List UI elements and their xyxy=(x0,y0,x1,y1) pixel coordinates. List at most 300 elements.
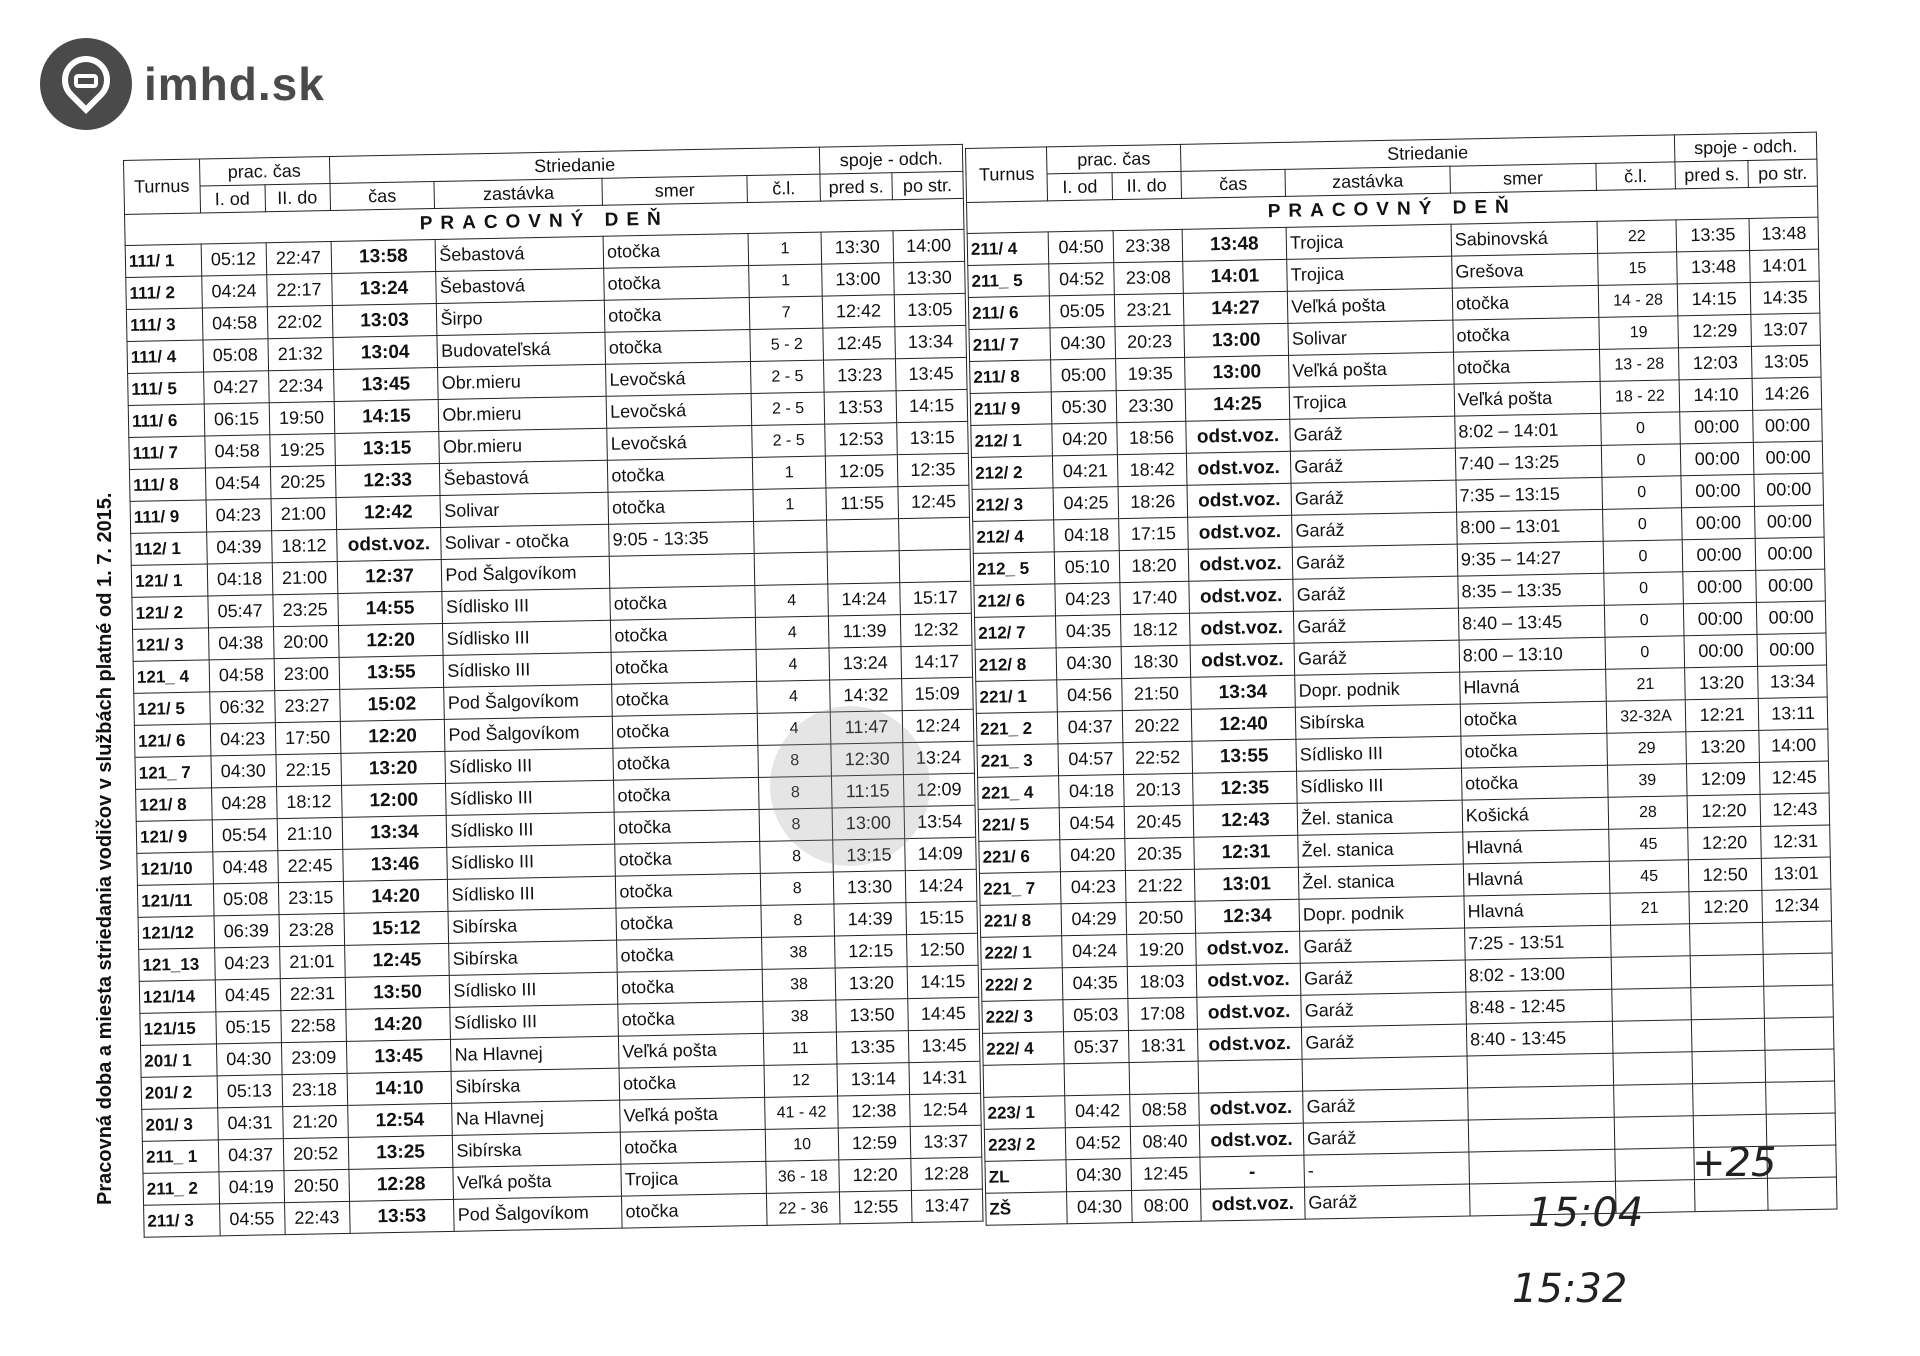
cell-po: 13:05 xyxy=(894,293,966,326)
cell-cl: 0 xyxy=(1604,572,1684,606)
header-od: I. od xyxy=(1047,173,1112,201)
cell-cas xyxy=(1198,1059,1303,1093)
handwritten-note: 15:04 xyxy=(1528,1190,1644,1236)
cell-cas: 13:01 xyxy=(1194,867,1299,901)
cell-cl: 0 xyxy=(1602,476,1682,510)
cell-turnus: 111/ 5 xyxy=(128,372,204,405)
cell-zastavka: Garáž xyxy=(1290,416,1455,451)
header-smer: smer xyxy=(602,176,747,206)
cell-smer: otočka xyxy=(608,489,753,524)
cell-zastavka: Šebastová xyxy=(435,236,603,271)
header-smer: smer xyxy=(1450,163,1596,193)
cell-pred: 14:24 xyxy=(828,583,900,616)
cell-pred: 12:20 xyxy=(1689,890,1763,923)
cell-smer: otočka xyxy=(619,1065,764,1100)
cell-zastavka: Sídlisko III xyxy=(443,652,611,687)
cell-po: 14:17 xyxy=(901,645,973,678)
cell-pred: 13:35 xyxy=(1676,218,1750,251)
cell-cas: 15:12 xyxy=(344,911,449,945)
cell-do: 18:20 xyxy=(1119,549,1188,582)
cell-cas: 13:04 xyxy=(332,335,437,369)
cell-turnus: 222/ 3 xyxy=(982,1000,1064,1034)
handwritten-note: +25 xyxy=(1692,1140,1777,1186)
cell-od: 04:37 xyxy=(1058,711,1123,744)
cell-turnus: 211_ 2 xyxy=(143,1172,219,1205)
cell-po: 00:00 xyxy=(1756,569,1825,602)
cell-cas: odst.voz. xyxy=(1195,931,1300,965)
cell-turnus: 111/ 1 xyxy=(125,244,201,277)
section-label: PRACOVNÝ DEŇ xyxy=(125,198,964,245)
cell-cas: 13:03 xyxy=(332,304,437,338)
cell-pred xyxy=(1690,922,1764,955)
cell-turnus: 221_ 7 xyxy=(979,872,1061,906)
cell-do: 18:42 xyxy=(1117,453,1186,486)
cell-zastavka: Garáž xyxy=(1292,512,1457,547)
cell-smer: 8:02 – 14:01 xyxy=(1455,413,1602,448)
cell-pred: 00:00 xyxy=(1684,602,1758,635)
cell-od xyxy=(1064,1063,1129,1096)
cell-turnus xyxy=(983,1064,1065,1098)
cell-smer: 9:05 - 13:35 xyxy=(609,521,754,556)
cell-cl: 8 xyxy=(760,840,834,873)
cell-zastavka: Sídlisko III xyxy=(448,876,616,911)
cell-po: 14:00 xyxy=(893,229,965,262)
cell-po: 15:17 xyxy=(899,581,971,614)
cell-do: 18:26 xyxy=(1118,485,1187,518)
cell-po: 13:15 xyxy=(896,421,968,454)
cell-cas: 12:34 xyxy=(1195,899,1300,933)
cell-smer: 7:40 – 13:25 xyxy=(1455,445,1602,480)
cell-cas: 13:25 xyxy=(348,1135,453,1169)
cell-cl: 7 xyxy=(749,296,823,329)
cell-smer: 8:35 – 13:35 xyxy=(1458,573,1605,608)
cell-cas: 14:10 xyxy=(347,1071,452,1105)
header-do: II. do xyxy=(1112,171,1181,199)
cell-zastavka: Žel. stanica xyxy=(1297,800,1462,835)
cell-po: 14:45 xyxy=(907,997,979,1030)
cell-cas: 14:01 xyxy=(1183,259,1288,293)
cell-smer: Veľká pošta xyxy=(619,1033,764,1068)
cell-od: 05:05 xyxy=(1050,295,1115,328)
cell-smer: otočka xyxy=(614,777,759,812)
header-pred: pred s. xyxy=(1675,160,1749,188)
cell-do: 12:45 xyxy=(1131,1157,1200,1190)
cell-cas: 12:33 xyxy=(335,463,440,497)
cell-cas: odst.voz. xyxy=(336,527,441,561)
header-po: po str. xyxy=(892,171,964,199)
cell-od: 04:18 xyxy=(207,563,273,596)
cell-turnus: 221/ 8 xyxy=(980,904,1062,938)
cell-do: 20:45 xyxy=(1124,805,1193,838)
cell-po: 13:34 xyxy=(894,325,966,358)
cell-cas: 12:45 xyxy=(344,943,449,977)
cell-do: 18:12 xyxy=(1120,613,1189,646)
cell-od: 04:55 xyxy=(219,1203,285,1236)
cell-turnus: 211/ 9 xyxy=(970,392,1052,426)
cell-turnus: 111/ 6 xyxy=(128,404,204,437)
cell-zastavka: Garáž xyxy=(1294,608,1459,643)
cell-do: 18:12 xyxy=(276,785,342,818)
cell-pred: 13:48 xyxy=(1677,250,1751,283)
cell-po: 12:50 xyxy=(906,933,978,966)
cell-turnus: 121/10 xyxy=(137,852,213,885)
cell-do: 17:40 xyxy=(1120,581,1189,614)
cell-cl: 4 xyxy=(755,584,829,617)
cell-od: 06:15 xyxy=(204,403,270,436)
header-pred: pred s. xyxy=(820,173,892,201)
cell-zastavka: Sídlisko III xyxy=(442,588,610,623)
cell-po: 12:34 xyxy=(1762,889,1831,922)
cell-od: 04:58 xyxy=(202,307,268,340)
cell-po xyxy=(1766,1113,1835,1146)
cell-zastavka: Sibírska xyxy=(448,908,616,943)
cell-turnus: 211/ 3 xyxy=(144,1204,220,1237)
cell-smer: otočka xyxy=(608,457,753,492)
cell-zastavka: Solivar - otočka xyxy=(441,524,609,559)
cell-zastavka: Trojica xyxy=(1289,384,1454,419)
cell-do: 22:58 xyxy=(280,1009,346,1042)
cell-smer: otočka xyxy=(605,329,750,364)
cell-smer: otočka xyxy=(617,937,762,972)
cell-cas: 13:48 xyxy=(1182,227,1287,261)
cell-turnus: 222/ 4 xyxy=(982,1032,1064,1066)
cell-cl: 11 xyxy=(763,1032,837,1065)
cell-turnus: 201/ 2 xyxy=(141,1076,217,1109)
handwritten-note: 15:32 xyxy=(1512,1266,1628,1312)
cell-zastavka: Na Hlavnej xyxy=(452,1100,620,1135)
cell-cl: 12 xyxy=(764,1064,838,1097)
cell-zastavka: Veľká pošta xyxy=(453,1164,621,1199)
cell-do: 23:15 xyxy=(278,881,344,914)
cell-zastavka: Garáž xyxy=(1293,576,1458,611)
cell-cas: 13:20 xyxy=(340,751,445,785)
cell-od: 04:20 xyxy=(1060,839,1125,872)
cell-turnus: 223/ 2 xyxy=(984,1128,1066,1162)
cell-cas: 12:20 xyxy=(338,623,443,657)
cell-od: 04:30 xyxy=(1050,327,1115,360)
header-striedanie: Striedanie xyxy=(329,147,820,183)
cell-od: 04:23 xyxy=(206,499,272,532)
cell-od: 04:52 xyxy=(1066,1127,1131,1160)
cell-smer: Veľká pošta xyxy=(620,1097,765,1132)
cell-turnus: ZŠ xyxy=(986,1192,1068,1226)
cell-cas: 13:55 xyxy=(339,655,444,689)
cell-zastavka: Garáž xyxy=(1290,448,1455,483)
cell-zastavka: Trojica xyxy=(1286,224,1451,259)
cell-od: 04:39 xyxy=(206,531,272,564)
cell-cas: odst.voz. xyxy=(1188,547,1293,581)
cell-do: 20:52 xyxy=(283,1137,349,1170)
cell-od: 04:54 xyxy=(205,467,271,500)
cell-smer: 7:35 – 13:15 xyxy=(1456,477,1603,512)
cell-pred: 00:00 xyxy=(1680,410,1754,443)
cell-cl xyxy=(753,520,827,553)
cell-pred: 14:15 xyxy=(1677,282,1751,315)
cell-smer: otočka xyxy=(618,1001,763,1036)
cell-cas: - xyxy=(1200,1155,1305,1189)
cell-pred: 12:20 xyxy=(839,1159,911,1192)
cell-do: 20:13 xyxy=(1124,773,1193,806)
cell-turnus: 121/ 8 xyxy=(136,788,212,821)
cell-do: 20:50 xyxy=(1126,901,1195,934)
header-zastavka: zastávka xyxy=(1285,166,1450,196)
cell-od: 05:30 xyxy=(1052,391,1117,424)
cell-turnus: 121/ 2 xyxy=(132,596,208,629)
cell-cas: odst.voz. xyxy=(1200,1187,1305,1221)
cell-smer: otočka xyxy=(1453,317,1600,352)
cell-pred: 13:30 xyxy=(821,231,893,264)
cell-pred: 12:50 xyxy=(1688,858,1762,891)
cell-pred: 00:00 xyxy=(1682,506,1756,539)
cell-cl xyxy=(1612,988,1692,1022)
cell-pred xyxy=(827,551,899,584)
cell-zastavka: Sídlisko III xyxy=(450,1004,618,1039)
cell-od: 04:29 xyxy=(1061,903,1126,936)
cell-do: 21:00 xyxy=(272,561,338,594)
cell-smer: Grešova xyxy=(1452,253,1599,288)
cell-do: 23:27 xyxy=(274,689,340,722)
cell-cas: odst.voz. xyxy=(1187,515,1292,549)
cell-zastavka: Dopr. podnik xyxy=(1295,672,1460,707)
cell-cl xyxy=(1615,1148,1695,1182)
cell-zastavka: Garáž xyxy=(1292,544,1457,579)
cell-po: 00:00 xyxy=(1754,473,1823,506)
cell-od: 04:30 xyxy=(210,755,276,788)
cell-zastavka: Sídlisko III xyxy=(446,780,614,815)
cell-od: 04:23 xyxy=(210,723,276,756)
cell-zastavka: Garáž xyxy=(1300,960,1465,995)
cell-zastavka: Sídlisko III xyxy=(447,844,615,879)
cell-turnus: 211/ 4 xyxy=(967,232,1049,266)
cell-od: 06:39 xyxy=(214,915,280,948)
cell-po xyxy=(1764,1017,1833,1050)
header-cl: č.l. xyxy=(747,174,821,202)
cell-cl: 36 - 18 xyxy=(766,1160,840,1193)
cell-od: 04:30 xyxy=(1056,647,1121,680)
cell-turnus: 221/ 5 xyxy=(978,808,1060,842)
cell-cl: 39 xyxy=(1607,764,1687,798)
cell-po: 13:24 xyxy=(902,741,974,774)
cell-do: 22:17 xyxy=(266,274,332,307)
cell-smer: otočka xyxy=(1452,285,1599,320)
cell-cas: odst.voz. xyxy=(1197,1027,1302,1061)
cell-smer: Veľká pošta xyxy=(1454,381,1601,416)
cell-zastavka: Sibírska xyxy=(453,1132,621,1167)
cell-smer: 9:35 – 14:27 xyxy=(1457,541,1604,576)
cell-pred xyxy=(1693,1082,1767,1115)
cell-po: 14:24 xyxy=(905,869,977,902)
cell-zastavka: Veľká pošta xyxy=(1289,352,1454,387)
cell-turnus: 111/ 3 xyxy=(126,308,202,341)
cell-smer: otočka xyxy=(616,873,761,908)
cell-cl: 21 xyxy=(1606,668,1686,702)
cell-po: 00:00 xyxy=(1753,441,1822,474)
cell-od: 04:24 xyxy=(201,275,267,308)
cell-zastavka: Trojica xyxy=(1287,256,1452,291)
cell-turnus: 111/ 4 xyxy=(127,340,203,373)
cell-po: 12:28 xyxy=(910,1157,982,1190)
cell-cl: 0 xyxy=(1603,540,1683,574)
cell-po: 13:45 xyxy=(895,357,967,390)
cell-od: 04:30 xyxy=(1066,1159,1131,1192)
cell-po: 15:09 xyxy=(901,677,973,710)
cell-zastavka: Budovateľská xyxy=(437,332,605,367)
header-spoje: spoje - odch. xyxy=(1675,132,1817,162)
cell-turnus: 222/ 2 xyxy=(981,968,1063,1002)
cell-pred: 13:35 xyxy=(837,1031,909,1064)
cell-do: 08:00 xyxy=(1132,1189,1201,1222)
cell-cas: 14:20 xyxy=(343,879,448,913)
cell-turnus: 221_ 2 xyxy=(976,712,1058,746)
cell-po xyxy=(1768,1177,1837,1210)
cell-do: 22:47 xyxy=(266,242,332,275)
cell-do: 23:28 xyxy=(279,913,345,946)
header-od: I. od xyxy=(200,185,266,213)
cell-turnus: 212/ 4 xyxy=(973,520,1055,554)
cell-turnus: 211/ 6 xyxy=(968,296,1050,330)
cell-pred: 13:23 xyxy=(824,359,896,392)
cell-po: 13:30 xyxy=(893,261,965,294)
cell-od: 04:23 xyxy=(1055,583,1120,616)
cell-zastavka xyxy=(1302,1056,1467,1091)
timetable-right xyxy=(965,132,1838,1226)
cell-smer: otočka xyxy=(620,1129,765,1164)
cell-od: 06:32 xyxy=(209,691,275,724)
cell-pred: 12:59 xyxy=(839,1127,911,1160)
cell-smer xyxy=(1468,1085,1615,1120)
cell-cl: 14 - 28 xyxy=(1598,284,1678,318)
cell-turnus: 212/ 1 xyxy=(971,424,1053,458)
cell-po: 13:05 xyxy=(1752,345,1821,378)
cell-po xyxy=(1763,953,1832,986)
header-striedanie: Striedanie xyxy=(1180,135,1675,171)
cell-cas: 13:50 xyxy=(345,975,450,1009)
cell-od: 04:18 xyxy=(1059,775,1124,808)
cell-po: 13:11 xyxy=(1758,697,1827,730)
cell-do xyxy=(1129,1061,1198,1094)
cell-od: 04:42 xyxy=(1065,1095,1130,1128)
cell-pred: 14:32 xyxy=(830,679,902,712)
cell-pred xyxy=(1691,986,1765,1019)
cell-po: 12:45 xyxy=(1760,761,1829,794)
cell-do: 21:20 xyxy=(282,1105,348,1138)
cell-cas: 13:58 xyxy=(331,240,436,274)
cell-turnus: 201/ 1 xyxy=(140,1044,216,1077)
cell-turnus: 111/ 8 xyxy=(129,468,205,501)
cell-smer: Trojica xyxy=(621,1161,766,1196)
cell-od: 04:54 xyxy=(1060,807,1125,840)
cell-cl: 13 - 28 xyxy=(1599,348,1679,382)
cell-cas: 13:24 xyxy=(331,272,436,306)
cell-turnus: 212_ 5 xyxy=(973,552,1055,586)
cell-turnus: 211_ 1 xyxy=(142,1140,218,1173)
cell-pred: 13:20 xyxy=(1685,666,1759,699)
cell-smer: Hlavná xyxy=(1463,861,1610,896)
cell-pred: 12:20 xyxy=(1687,794,1761,827)
cell-pred: 00:00 xyxy=(1683,570,1757,603)
cell-pred: 11:15 xyxy=(832,775,904,808)
cell-turnus: 111/ 9 xyxy=(130,500,206,533)
cell-do: 20:50 xyxy=(283,1169,349,1202)
cell-od: 04:35 xyxy=(1063,967,1128,1000)
cell-cl: 8 xyxy=(761,904,835,937)
cell-cl xyxy=(1613,1052,1693,1086)
cell-cas: odst.voz. xyxy=(1189,579,1294,613)
cell-turnus: 121/11 xyxy=(137,884,213,917)
cell-pred: 11:39 xyxy=(829,615,901,648)
cell-pred: 12:55 xyxy=(840,1191,912,1224)
cell-od: 05:00 xyxy=(1051,359,1116,392)
cell-po: 12:31 xyxy=(1761,825,1830,858)
cell-zastavka: Garáž xyxy=(1300,928,1465,963)
cell-do: 08:40 xyxy=(1130,1125,1199,1158)
cell-do: 23:00 xyxy=(274,657,340,690)
cell-po: 00:00 xyxy=(1756,601,1825,634)
cell-cas: 13:34 xyxy=(342,815,447,849)
cell-do: 22:45 xyxy=(277,849,343,882)
header-prac-cas: prac. čas xyxy=(1047,144,1181,174)
cell-od: 04:45 xyxy=(215,979,281,1012)
cell-cl: 28 xyxy=(1608,796,1688,830)
cell-zastavka: Solivar xyxy=(1288,320,1453,355)
cell-smer: 8:00 – 13:01 xyxy=(1456,509,1603,544)
cell-zastavka: Žel. stanica xyxy=(1298,864,1463,899)
cell-pred: 13:50 xyxy=(836,999,908,1032)
cell-pred: 12:45 xyxy=(823,327,895,360)
cell-zastavka: Solivar xyxy=(440,492,608,527)
cell-pred: 12:15 xyxy=(835,935,907,968)
cell-smer: otočka xyxy=(617,969,762,1004)
cell-po: 12:54 xyxy=(909,1093,981,1126)
cell-cas: 13:00 xyxy=(1184,355,1289,389)
cell-od: 05:54 xyxy=(212,819,278,852)
cell-cas: 12:43 xyxy=(1193,803,1298,837)
cell-pred: 13:20 xyxy=(1686,730,1760,763)
cell-turnus: 111/ 7 xyxy=(129,436,205,469)
cell-zastavka: Obr.mieru xyxy=(439,396,607,431)
cell-smer: Hlavná xyxy=(1464,893,1611,928)
cell-zastavka: Sibírska xyxy=(451,1068,619,1103)
cell-po: 12:43 xyxy=(1760,793,1829,826)
cell-cl xyxy=(1611,956,1691,990)
cell-od: 05:13 xyxy=(217,1075,283,1108)
cell-do: 20:35 xyxy=(1125,837,1194,870)
cell-cl xyxy=(1613,1084,1693,1118)
cell-cas: odst.voz. xyxy=(1199,1123,1304,1157)
cell-turnus: 212/ 2 xyxy=(971,456,1053,490)
cell-cas: 12:35 xyxy=(1192,771,1297,805)
cell-cas: odst.voz. xyxy=(1197,995,1302,1029)
cell-pred: 13:30 xyxy=(834,871,906,904)
cell-cl xyxy=(1614,1116,1694,1150)
cell-do: 22:52 xyxy=(1123,741,1192,774)
cell-po xyxy=(1763,921,1832,954)
cell-smer: otočka xyxy=(604,266,749,301)
cell-turnus: 201/ 3 xyxy=(142,1108,218,1141)
cell-pred xyxy=(1690,954,1764,987)
cell-cas: odst.voz. xyxy=(1189,611,1294,645)
cell-smer: Levočská xyxy=(606,393,751,428)
cell-smer: 8:00 – 13:10 xyxy=(1459,637,1606,672)
cell-cl: 8 xyxy=(760,872,834,905)
cell-cas: 12:54 xyxy=(347,1103,452,1137)
cell-zastavka: Sídlisko III xyxy=(447,812,615,847)
cell-zastavka: Garáž xyxy=(1291,480,1456,515)
cell-do: 23:08 xyxy=(1114,261,1183,294)
cell-cl: 8 xyxy=(758,776,832,809)
cell-zastavka: Sídlisko III xyxy=(443,620,611,655)
header-po: po str. xyxy=(1748,159,1817,187)
